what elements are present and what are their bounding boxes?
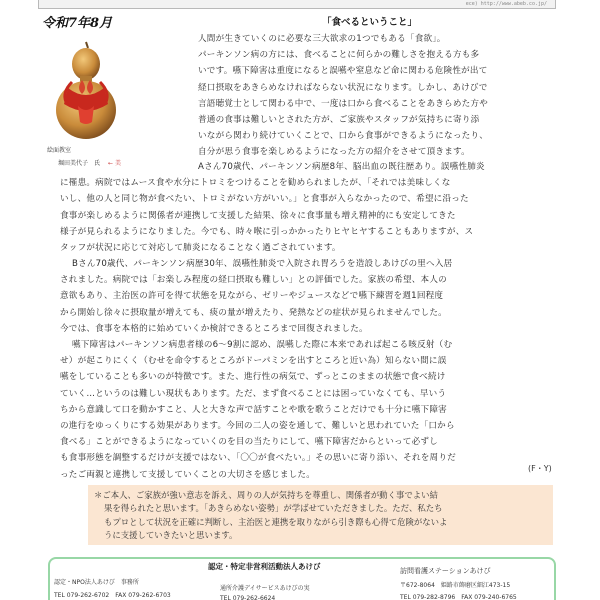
- top-bar: [38, 0, 556, 9]
- note-line: ＊ご本人、ご家族が強い意志を訴え、周りの人が気持ちを尊重し、関係者が動く事でよい結: [94, 490, 438, 500]
- text-line: Aさん70歳代、パーキンソン病歴8年、脳出血の既往歴あり。誤嚥性肺炎: [198, 162, 485, 172]
- text-line: 食べる」ことができるようになっていくのを目の当たりにして、嚥下障害だからといって必ずし: [60, 437, 438, 448]
- text-line: いながら関わり続けていくことで、口から食事ができるようになったり、: [198, 131, 489, 142]
- text-line: 今では、食事を本格的に始めていくか検討できるところまで回復されました。: [60, 323, 368, 334]
- signoff: (F・Y): [528, 464, 552, 473]
- day-service-name: 通所介護デイサービスあけびの実: [220, 585, 310, 592]
- case-a-paragraph: [60, 159, 552, 256]
- article-title: 「食べるということ」: [322, 17, 418, 28]
- text-line: いです。嚥下障害は重度になると誤嚥や窒息など命に関わる危険性が出て: [198, 66, 488, 77]
- text-line: 自分が思う食事を楽しめるようになった方の紹介をさせて頂きます。: [198, 147, 470, 158]
- text-line: 嚥下障害はパーキンソン病患者様の6〜9割に認め、誤嚥した際に本来であれば起こる咳反射（む: [72, 340, 453, 350]
- gourd-illustration: [48, 40, 124, 142]
- text-line: 人間が生きていくのに必要な三大欲求の1つでもある「食欲」。: [198, 34, 446, 44]
- closing-paragraph: [60, 337, 552, 483]
- text-line: 言語聴覚士として関わる中で、一度は口から食べることをあきらめた方や: [198, 98, 489, 109]
- intro-paragraph: [198, 31, 552, 161]
- text-line: 経口摂取をあきらめなければならない状況になります。しかし、あけびで: [198, 82, 488, 93]
- text-line: ったご両親と連携して支援していくことの大切さを感じました。: [60, 469, 316, 480]
- text-line: ていく…というのは難しい現状もあります。ただ、まず食べることには困っていなくても、早いう: [60, 388, 447, 399]
- url-fragment: ece) http://www.abeb.co.jp/: [465, 1, 547, 7]
- note-line: もプロとして状況を正確に判断し、主治医と連携を取りながら引き際も心得て危険がないよ: [104, 516, 448, 527]
- org-name: 認定・特定非営利活動法人あけび: [208, 562, 321, 571]
- text-line: せ）が起こりにくく（むせを命令するところがドーパミンを出すところと近い為）知らない間に誤: [60, 356, 447, 367]
- text-line: パーキンソン病の方には、食べることに何らかの難しさを抱える方も多: [198, 50, 480, 61]
- text-line: から開始し徐々に摂取量が増えても、痰の量が増えたり、発熱などの症状が見られませんでした。: [60, 307, 447, 318]
- note-line: うに支援していきたいと思います。: [104, 530, 238, 541]
- artist-name: 堀田美代子 氏: [58, 160, 101, 167]
- caption-mark: ← 美: [108, 160, 121, 167]
- image-caption-1: 絵面教室: [47, 147, 72, 154]
- visiting-station-address: 〒672-8064 姫路市飾磨区細江473-15: [400, 582, 511, 589]
- text-line: いし、他の人と同じ物が食べたい、トロミがない方がいい。」と食事が入らなかったので、希望に沿った: [60, 194, 469, 205]
- corp-office-name: 認定・NPO法人あけび 事務所: [54, 579, 139, 586]
- text-line: 様子が見られるようになりました。今でも、時々喉に引っかかったりヒヤヒヤすることもありますが、ス: [60, 226, 474, 237]
- day-service-tel: TEL 079-262-6624: [220, 595, 276, 600]
- case-b-paragraph: [60, 256, 552, 337]
- corp-office-tel: TEL 079-262-6702 FAX 079-262-6703: [54, 592, 171, 599]
- text-line: されました。病院では「お楽しみ程度の経口摂取も難しい」との評価でした。家族の希望、本人の: [60, 275, 447, 286]
- text-line: 食事が楽しめるように関係者が連携して支援した結果、徐々に食事量も増え精神的にも安定してきた: [60, 210, 456, 221]
- text-line: 普通の食事は難しいとされた方が、ご家族やスタッフが気持ちに寄り添: [198, 114, 480, 125]
- text-line: Bさん70歳代、パーキンソン病歴30年、誤嚥性肺炎で入院され胃ろうを造設しあけびの里へ入居: [72, 259, 453, 269]
- text-line: の進行をゆっくりにする効果があります。今回の二人の姿を通して、難しいと思われていた「口から: [60, 420, 455, 431]
- text-line: も食事形態を調整するだけが支援ではない、「〇〇が食べたい。」その思いに寄り添い、それを周りだ: [60, 453, 456, 464]
- text-line: ちから意識して口を動かすこと、人と大きな声で話すことや歌を歌うことだけでも十分に嚥下障害: [60, 404, 447, 415]
- date-heading: 令和7年8月: [42, 16, 113, 31]
- editor-note-box: [88, 485, 553, 545]
- text-line: タッフが状況に応じて対応して肺炎になることなく過ごされています。: [60, 242, 341, 253]
- visiting-station-tel: TEL 079-282-8796 FAX 079-240-6765: [400, 594, 517, 600]
- text-line: 嚥をしていることも多いのが特徴です。また、進行性の病気で、ずっとこのままの状態で食べ続け: [60, 372, 446, 383]
- text-line: に罹患。病院ではムース食や水分にトロミをつけることを勧められましたが、「それでは美味しくな: [60, 178, 451, 189]
- text-line: 意欲もあり、主治医の許可を得て状態を見ながら、ゼリーやジュースなどで嚥下練習を週1回程度: [60, 291, 444, 302]
- note-line: 果を得られたと思います。「あきらめない姿勢」が学ばせていただきました。ただ、私たち: [104, 503, 443, 514]
- footer-contact-box: [48, 557, 556, 600]
- visiting-station-name: 訪問看護ステーションあけび: [400, 567, 491, 575]
